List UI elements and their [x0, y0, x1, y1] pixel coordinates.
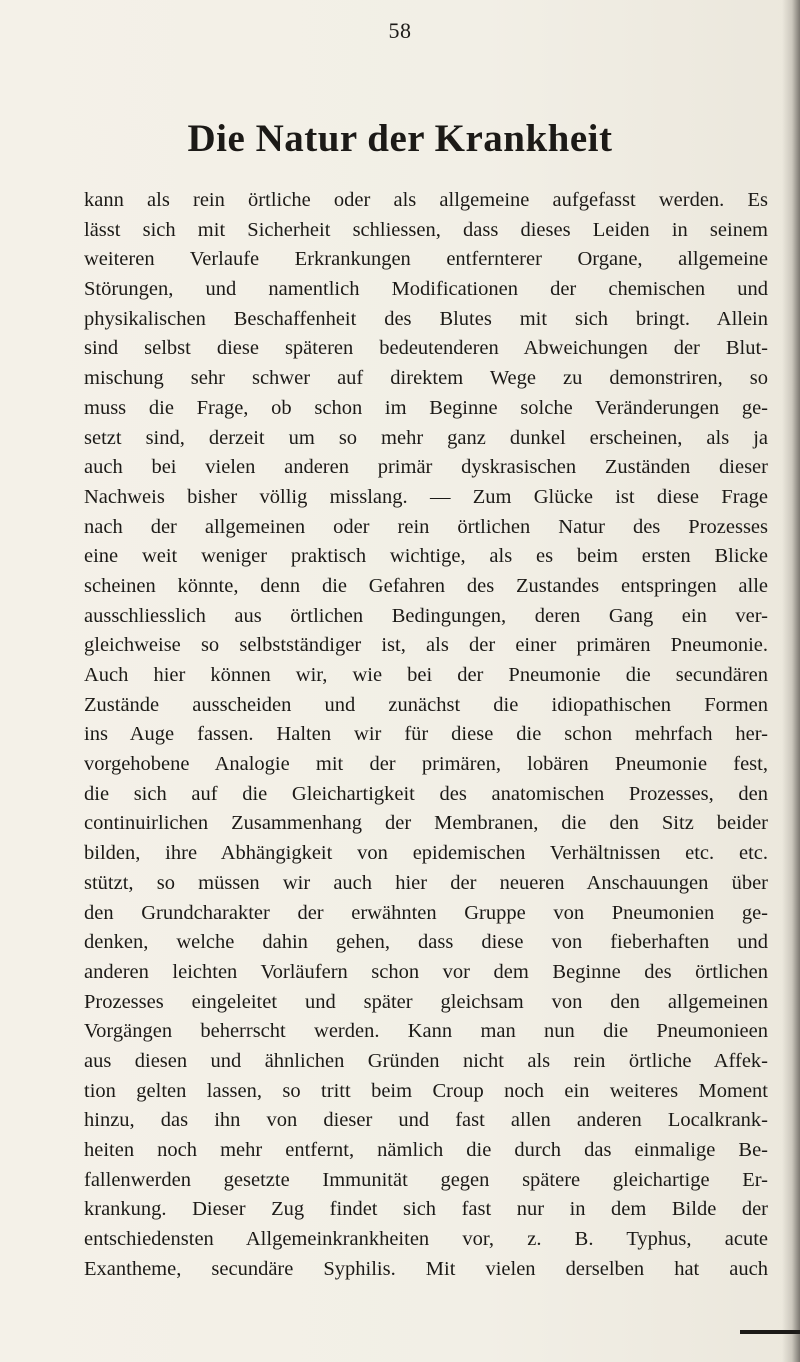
text-line: muss die Frage, ob schon im Beginne solche Veränderungen ge- — [84, 396, 768, 419]
text-line: Vorgängen beherrscht werden. Kann man nun die Pneumonieen — [84, 1020, 768, 1043]
text-line: tion gelten lassen, so tritt beim Croup noch ein weiteres Moment — [84, 1079, 768, 1102]
text-line: sind selbst diese späteren bedeutenderen Abweichungen der Blut- — [84, 337, 768, 360]
text-line: Auch hier können wir, wie bei der Pneumonie die secundären — [84, 664, 768, 686]
text-line: aus diesen und ähnlichen Gründen nicht als rein örtliche Affek- — [84, 1049, 768, 1072]
text-line: nach der allgemeinen oder rein örtlichen Natur des Prozesses — [84, 515, 768, 538]
text-line: setzt sind, derzeit um so mehr ganz dunkel erscheinen, als ja — [84, 426, 768, 449]
text-line: eine weit weniger praktisch wichtige, als es beim ersten Blicke — [84, 545, 768, 568]
text-line: Prozesses eingeleitet und später gleichsam von den allgemeinen — [84, 990, 768, 1013]
text-line: gleichweise so selbstständiger ist, als der einer primären Pneumonie. — [84, 634, 768, 657]
body-text — [84, 186, 768, 1284]
text-line: krankung. Dieser Zug findet sich fast nur in dem Bilde der — [84, 1198, 768, 1221]
text-line: die sich auf die Gleichartigkeit des anatomischen Prozesses, den — [84, 782, 768, 805]
page-edge-shadow — [782, 0, 800, 1362]
text-line: fallenwerden gesetzte Immunität gegen spätere gleichartige Er- — [84, 1168, 768, 1191]
text-line: stützt, so müssen wir auch hier der neueren Anschauungen über — [84, 871, 768, 894]
text-line: auch bei vielen anderen primär dyskrasischen Zuständen dieser — [84, 456, 768, 479]
text-line: anderen leichten Vorläufern schon vor dem Beginne des örtlichen — [84, 960, 768, 983]
text-line: Störungen, und namentlich Modificationen der chemischen und — [84, 278, 768, 301]
text-line: continuirlichen Zusammenhang der Membranen, die den Sitz beider — [84, 812, 768, 835]
text-line: ausschliesslich aus örtlichen Bedingungen, deren Gang ein ver- — [84, 604, 768, 627]
text-line: Nachweis bisher völlig misslang. — Zum Glücke ist diese Frage — [84, 485, 768, 508]
text-line: den Grundcharakter der erwähnten Gruppe von Pneumonien ge- — [84, 901, 768, 924]
text-line: Exantheme, secundäre Syphilis. Mit vielen derselben hat auch — [84, 1257, 768, 1280]
text-line: weiteren Verlaufe Erkrankungen entfernterer Organe, allgemeine — [84, 248, 768, 271]
page-number: 58 — [388, 18, 412, 43]
text-line: hinzu, das ihn von dieser und fast allen anderen Localkrank- — [84, 1109, 768, 1132]
text-line: bilden, ihre Abhängigkeit von epidemischen Verhältnissen etc. etc. — [84, 842, 768, 865]
text-line: ins Auge fassen. Halten wir für diese die schon mehrfach her- — [84, 723, 768, 746]
text-line: mischung sehr schwer auf direktem Wege zu demonstriren, so — [84, 367, 768, 390]
text-line: kann als rein örtliche oder als allgemeine aufgefasst werden. Es — [84, 189, 768, 211]
page-heading: Die Natur der Krankheit — [187, 117, 613, 160]
page-corner-rule — [740, 1330, 800, 1334]
text-line: lässt sich mit Sicherheit schliessen, dass dieses Leiden in seinem — [84, 218, 768, 241]
text-line: denken, welche dahin gehen, dass diese von fieberhaften und — [84, 931, 768, 954]
text-line: heiten noch mehr entfernt, nämlich die durch das einmalige Be- — [84, 1139, 768, 1161]
text-line: scheinen könnte, denn die Gefahren des Zustandes entspringen alle — [84, 574, 768, 597]
text-line: entschiedensten Allgemeinkrankheiten vor, z. B. Typhus, acute — [84, 1228, 768, 1251]
text-line: physikalischen Beschaffenheit des Blutes mit sich bringt. Allein — [84, 307, 768, 330]
text-line: vorgehobene Analogie mit der primären, lobären Pneumonie fest, — [84, 753, 768, 776]
text-line: Zustände ausscheiden und zunächst die idiopathischen Formen — [84, 693, 768, 716]
